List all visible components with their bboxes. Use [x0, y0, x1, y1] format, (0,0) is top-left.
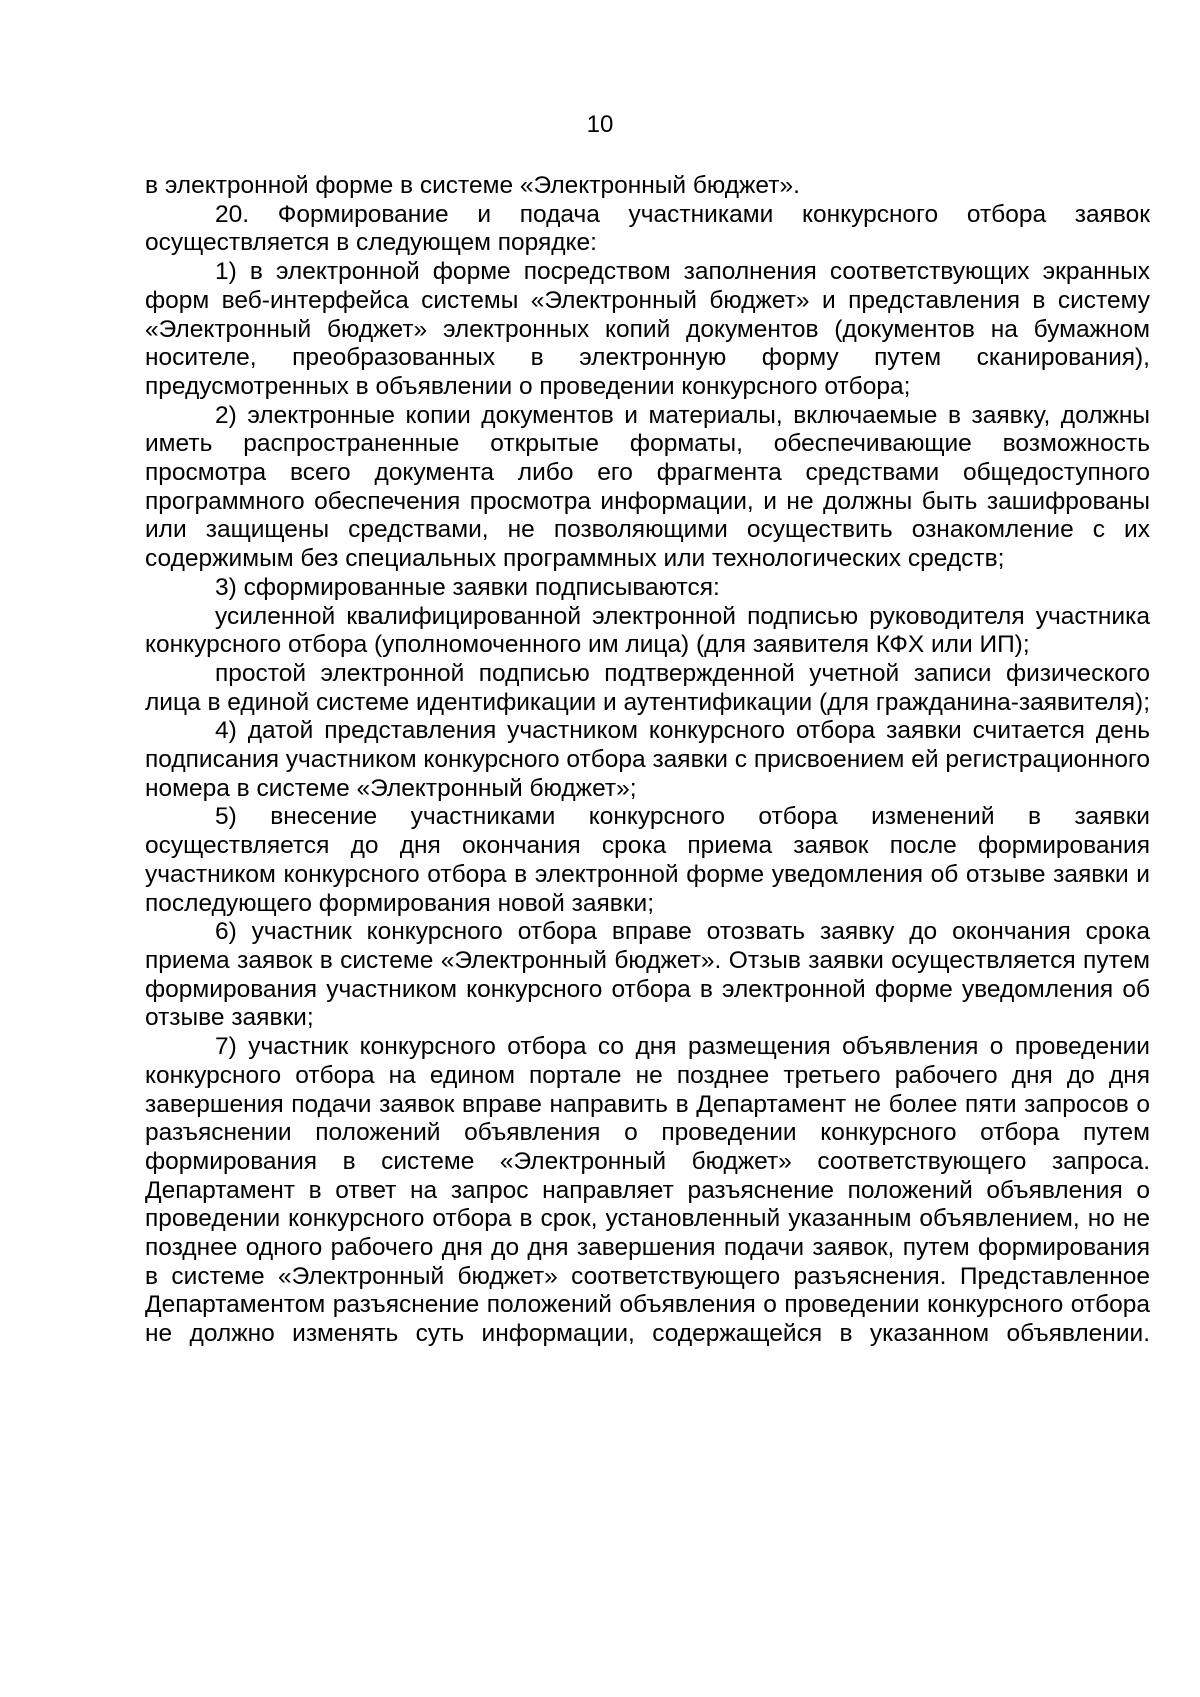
paragraph-signature-simple: простой электронной подписью подтвержденной учетной записи физического лица в единой системе идентификации и аутентификации (для гражданина-заявителя);	[145, 659, 1151, 716]
paragraph-item-20: 20. Формирование и подача участниками конкурсного отбора заявок осуществляется в следующем порядке:	[145, 200, 1150, 257]
paragraph-subitem-6: 6) участник конкурсного отбора вправе отозвать заявку до окончания срока приема заявок в системе «Электронный бюджет». Отзыв заявки осуществляется путем формирования участником конкурсного отбора в электронной форме уведомления об отзыве заявки;	[145, 918, 1150, 1032]
page-number: 10	[586, 111, 614, 138]
paragraph-subitem-4: 4) датой представления участником конкурсного отбора заявки считается день подписания участником конкурсного отбора заявки с присвоением ей регистрационного номера в системе «Электронный бюджет»;	[145, 717, 1150, 802]
paragraph-subitem-7: 7) участник конкурсного отбора со дня размещения объявления о проведении конкурсного отбора на едином портале не позднее третьего рабочего дня до дня завершения подачи заявок вправе направить в Департамент не более пяти запросов о разъяснении положений объявления о проведении конкурсного отбора путем формирования в системе «Электронный бюджет» соответствующего запроса. Департамент в ответ на запрос направляет разъяснение положений объявления о проведении конкурсного отбора в срок, установленный указанным объявлением, но не позднее одного рабочего дня до дня завершения подачи заявок, путем формирования в системе «Электронный бюджет» соответствующего разъяснения. Представленное Департаментом разъяснение положений объявления о проведении конкурсного отбора не должно изменять суть информации, содержащейся в указанном объявлении.	[145, 1033, 1150, 1348]
paragraph-signature-qualified: усиленной квалифицированной электронной подписью руководителя участника конкурсного отбора (уполномоченного им лица) (для заявителя КФХ или ИП);	[145, 602, 1150, 659]
paragraph-subitem-5: 5) внесение участниками конкурсного отбора изменений в заявки осуществляется до дня окончания срока приема заявок после формирования участником конкурсного отбора в электронной форме уведомления об отзыве заявки и последующего формирования новой заявки;	[145, 803, 1150, 917]
paragraph-continuation: в электронной форме в системе «Электронный бюджет».	[145, 172, 800, 199]
paragraph-subitem-3: 3) сформированные заявки подписываются:	[215, 573, 720, 601]
document-body	[145, 172, 1150, 1349]
paragraph-subitem-2: 2) электронные копии документов и материалы, включаемые в заявку, должны иметь распространенные открытые форматы, обеспечивающие возможность просмотра всего документа либо его фрагмента средствами общедоступного программного обеспечения просмотра информации, и не должны быть зашифрованы или защищены средствами, не позволяющими осуществить ознакомление с их содержимым без специальных программных или технологических средств;	[145, 401, 1150, 573]
paragraph-subitem-1: 1) в электронной форме посредством заполнения соответствующих экранных форм веб-интерфейса системы «Электронный бюджет» и представления в систему «Электронный бюджет» электронных копий документов (документов на бумажном носителе, преобразованных в электронную форму путем сканирования), предусмотренных в объявлении о проведении конкурсного отбора;	[145, 258, 1150, 400]
